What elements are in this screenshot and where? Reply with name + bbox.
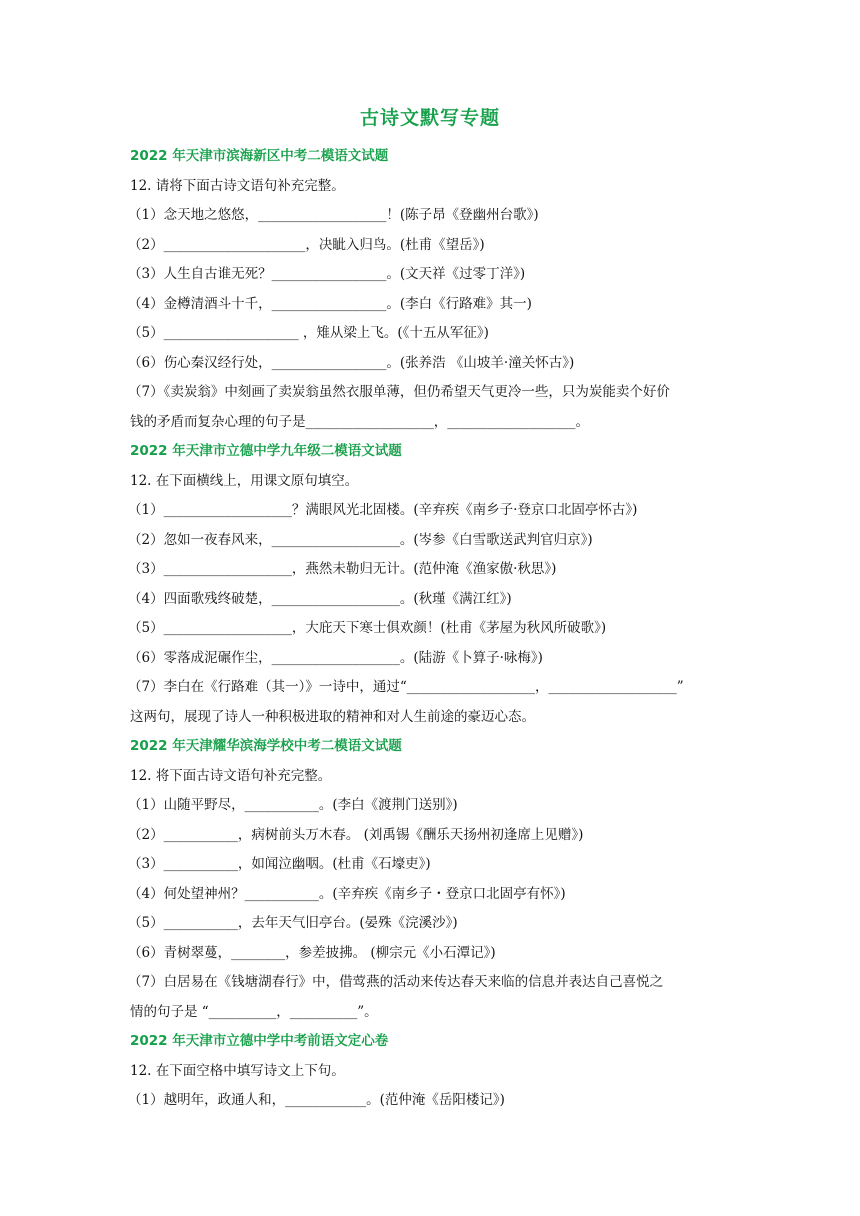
question-item: （2）忽如一夜春风来，___________________。(岑参《白雪歌送武判官归京》)	[128, 531, 593, 548]
question-stem: 12. 在下面横线上，用课文原句填空。	[130, 472, 359, 489]
section-4	[130, 1031, 730, 1120]
section-3	[130, 736, 730, 1031]
question-item: （1）___________________？满眼风光北固楼。(辛弃疾《南乡子·登京口北固亭怀古》)	[128, 502, 638, 518]
question-item: （3）人生自古谁无死？_________________。(文天祥《过零丁洋》)	[128, 266, 526, 282]
question-item: （6）青树翠蔓，________，参差披拂。 (柳宗元《小石潭记》)	[128, 944, 496, 961]
question-item-continued: 这两句，展现了诗人一种积极进取的精神和对人生前途的豪迈心态。	[130, 708, 535, 725]
question-item: （5）___________，去年天气旧亭台。(晏殊《浣溪沙》)	[128, 915, 458, 931]
question-item: （4）何处望神州？___________。(辛弃疾《南乡子・登京口北固亭有怀》)	[128, 885, 566, 902]
question-item: （5）____________________ ，雉从梁上飞。(《十五从军征》)	[128, 325, 489, 341]
question-item: （3）___________________，燕然未勒归无计。(范仲淹《渔家傲·秋思》)	[128, 561, 557, 577]
question-stem: 12. 将下面古诗文语句补充完整。	[130, 767, 332, 784]
question-item: （4）四面歌残终破楚，___________________。(秋瑾《满江红》)	[128, 590, 512, 607]
question-item: （2）_____________________，决眦入归鸟。(杜甫《望岳》)	[128, 236, 485, 253]
document-body	[130, 146, 730, 1120]
question-stem: 12. 在下面空格中填写诗文上下句。	[130, 1062, 345, 1079]
section-heading: 2022 年天津市滨海新区中考二模语文试题	[130, 148, 389, 164]
question-item: （1）越明年，政通人和，____________。(范仲淹《岳阳楼记》)	[128, 1092, 505, 1108]
question-item: （7）白居易在《钱塘湖春行》中，借莺燕的活动来传达春天来临的信息并表达自己喜悦之	[128, 974, 664, 990]
question-item: （5）___________________，大庇天下寒士俱欢颜！(杜甫《茅屋为秋风所破歌》)	[128, 620, 607, 636]
question-item: （2）___________，病树前头万木春。 (刘禹锡《酬乐天扬州初逢席上见赠》)	[128, 826, 584, 843]
question-item: （6）伤心秦汉经行处，_________________。(张养浩 《山坡羊·潼关怀古》)	[128, 354, 575, 371]
question-item: （3）___________，如闻泣幽咽。(杜甫《石壕吏》)	[128, 856, 431, 872]
question-item-continued: 钱的矛盾而复杂心理的句子是___________________，___________________。	[130, 413, 589, 430]
section-heading: 2022 年天津市立德中学九年级二模语文试题	[130, 443, 402, 459]
section-1	[130, 146, 730, 441]
question-item: （6）零落成泥碾作尘，___________________。(陆游《卜算子·咏梅》)	[128, 649, 543, 666]
section-heading: 2022 年天津市立德中学中考前语文定心卷	[130, 1033, 389, 1049]
section-heading: 2022 年天津耀华滨海学校中考二模语文试题	[130, 738, 402, 754]
section-2	[130, 441, 730, 736]
question-item: （7）李白在《行路难（其一）》一诗中，通过“___________________，___________________”	[128, 679, 684, 695]
question-item-continued: 情的句子是 “__________，__________”。	[130, 1003, 378, 1020]
question-item: （7）《卖炭翁》中刻画了卖炭翁虽然衣服单薄，但仍希望天气更冷一些，只为炭能卖个好价	[128, 384, 670, 400]
question-stem: 12. 请将下面古诗文语句补充完整。	[130, 177, 345, 194]
question-item: （1）山随平野尽，___________。(李白《渡荆门送别》)	[128, 797, 458, 813]
page-title: 古诗文默写专题	[359, 107, 500, 129]
question-item: （1）念天地之悠悠，___________________！(陈子昂《登幽州台歌》)	[128, 207, 539, 223]
question-item: （4）金樽清酒斗十千，_________________。(李白《行路难》其一)	[128, 295, 532, 312]
